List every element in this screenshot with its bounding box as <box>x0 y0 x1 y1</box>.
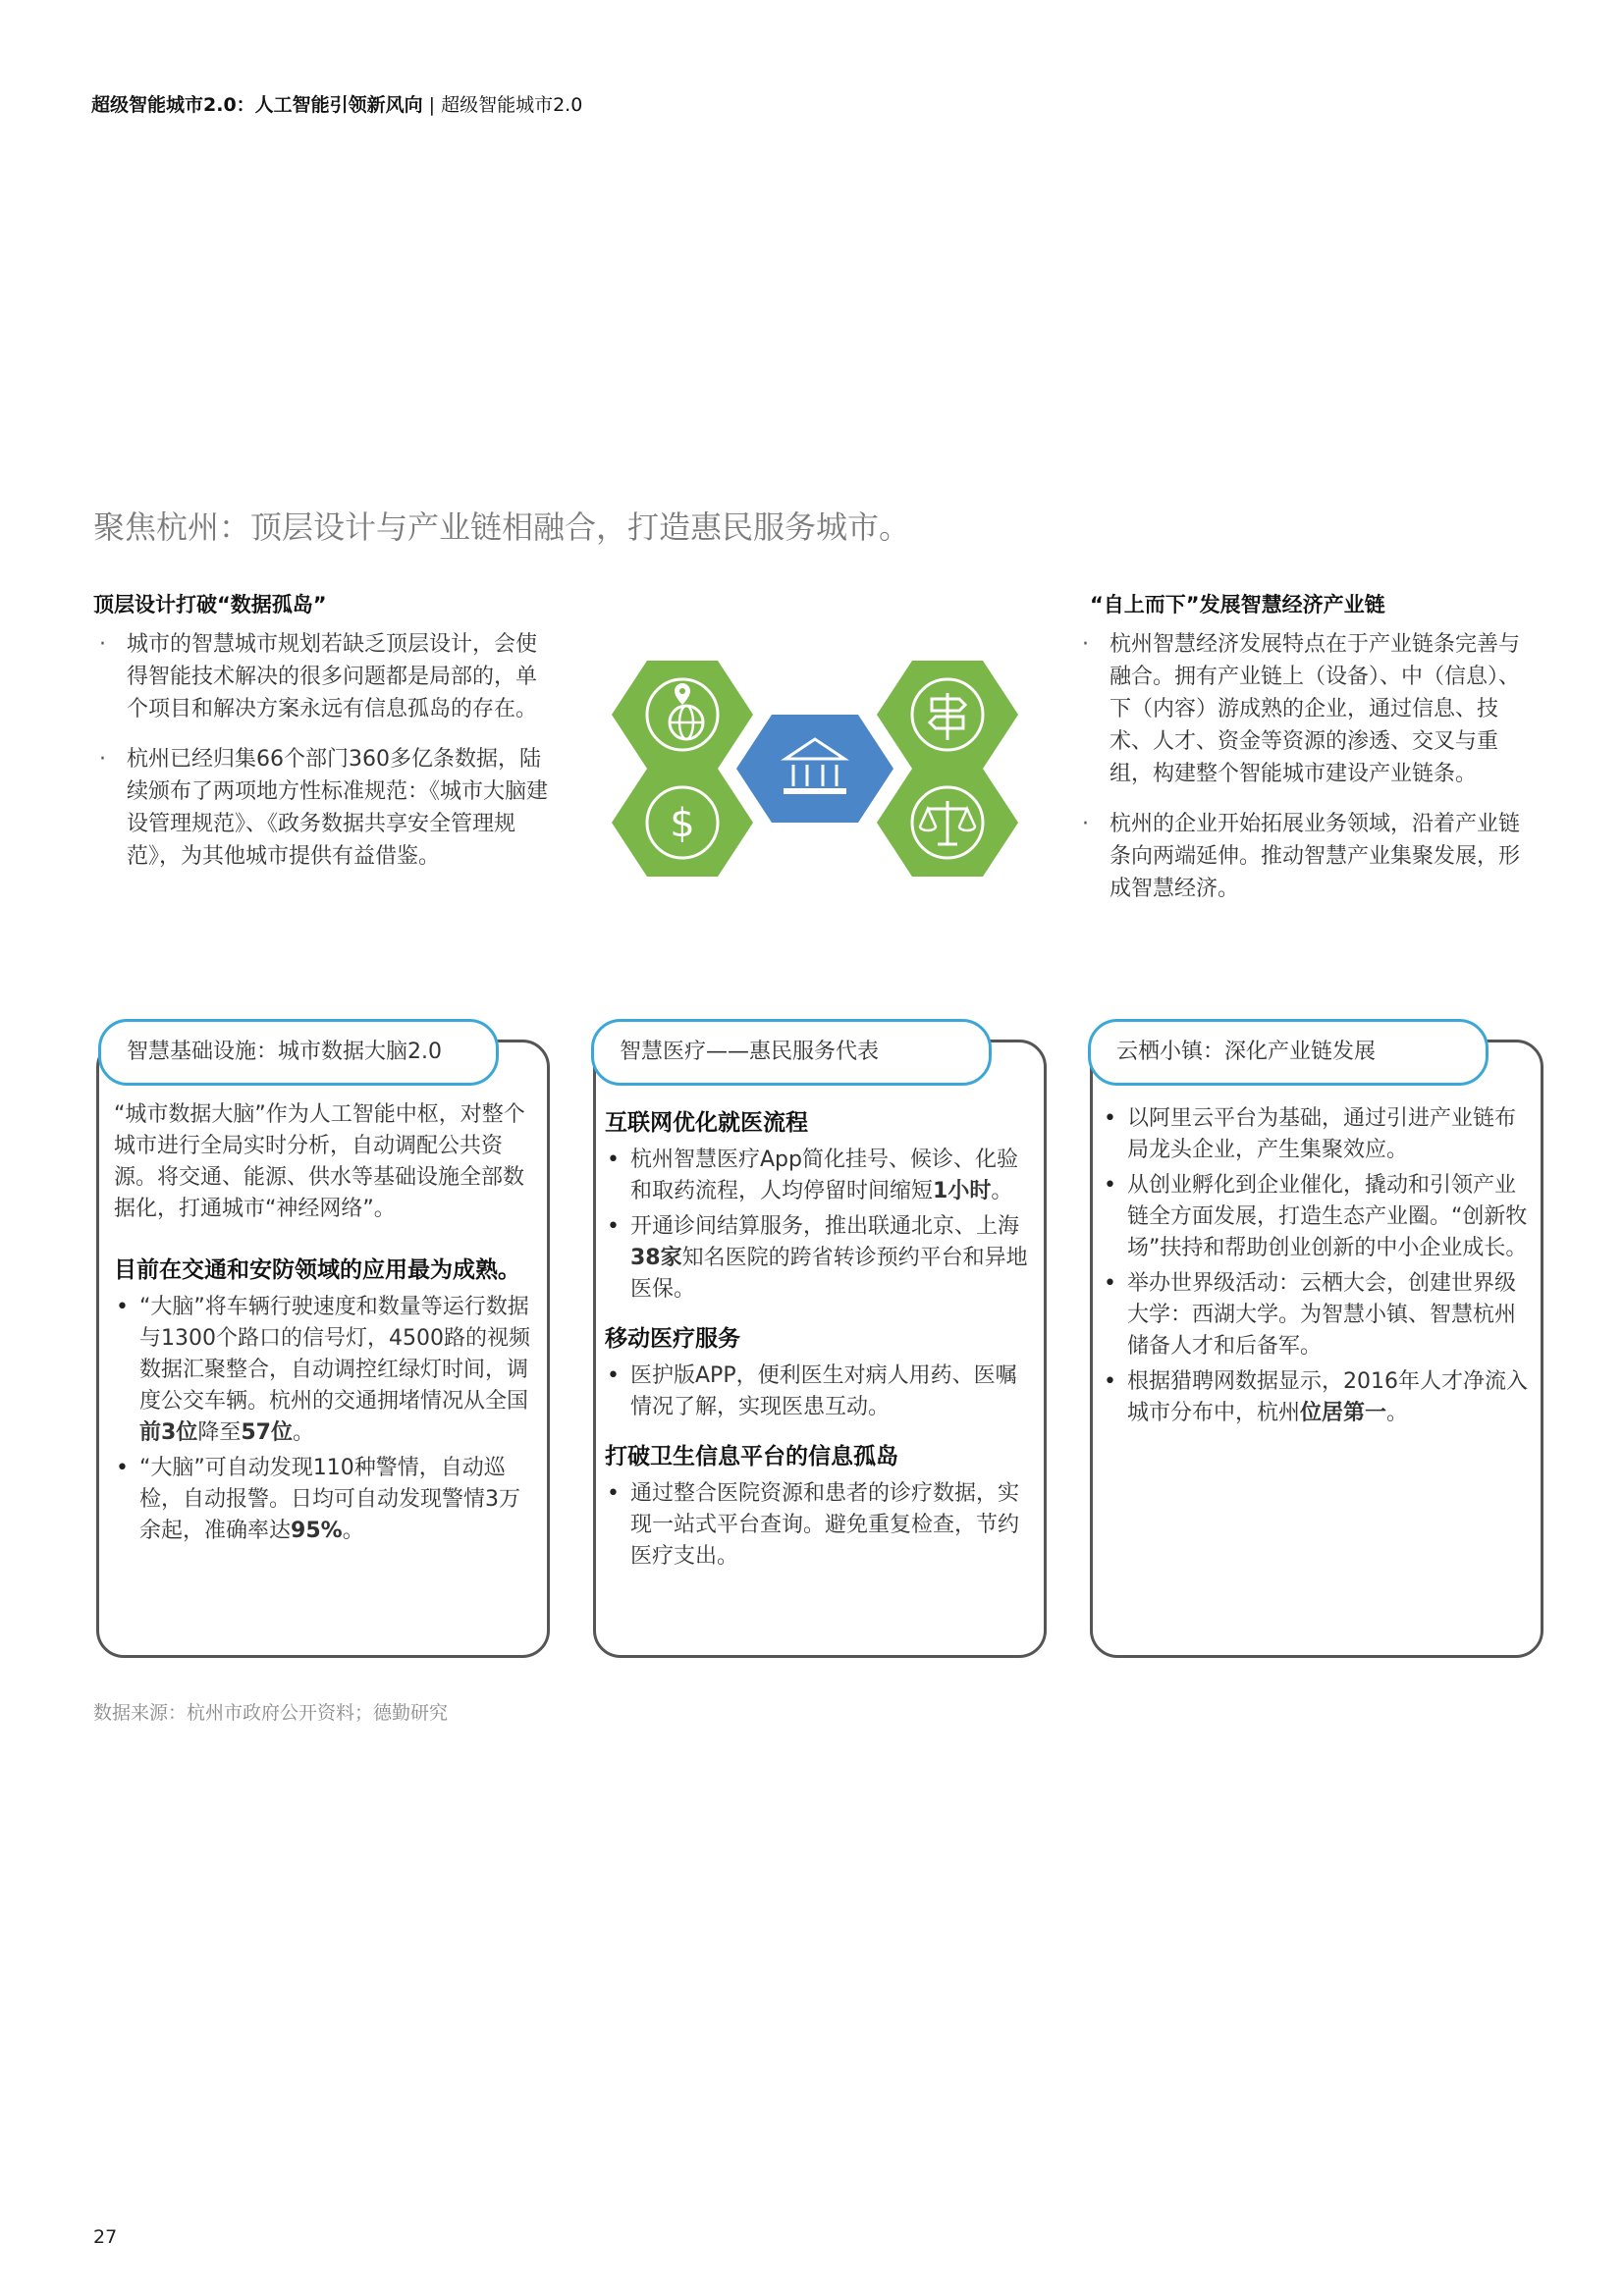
section-title: 聚焦杭州：顶层设计与产业链相融合，打造惠民服务城市。 <box>93 508 911 546</box>
infrastructure-intro: “城市数据大脑”作为人工智能中枢，对整个城市进行全局实时分析，自动调配公共资源。将交通、能源、供水等基础设施全部数据化，打通城市“神经网络”。 <box>114 1102 525 1221</box>
list-item: · 城市的智慧城市规划若缺乏顶层设计，会使得智能技术解决的很多问题都是局部的，单个项目和解决方案永远有信息孤岛的存在。 <box>95 628 555 725</box>
infrastructure-tab: 智慧基础设施：城市数据大脑2.0 <box>98 1019 499 1086</box>
scale-icon <box>877 769 1018 877</box>
healthcare-list <box>605 1478 1033 1573</box>
infrastructure-content <box>114 1099 536 1551</box>
healthcare-list <box>605 1145 1033 1306</box>
hexagon-icon-cluster <box>599 656 1031 881</box>
left-column-title: 顶层设计打破“数据孤岛” <box>93 593 327 616</box>
list-item: • 以阿里云平台为基础，通过引进产业链布局龙头企业，产生集聚效应。 <box>1102 1103 1530 1166</box>
list-item: • 通过整合医院资源和患者的诊疗数据，实现一站式平台查询。避免重复检查，节约医疗支出。 <box>605 1478 1033 1573</box>
dollar-icon <box>612 769 753 877</box>
cloud-town-content <box>1102 1103 1530 1433</box>
infrastructure-subtitle: 目前在交通和安防领域的应用最为成熟。 <box>114 1257 520 1283</box>
list-item: • 从创业孵化到企业催化，撬动和引领产业链全方面发展，打造生态产业圈。“创新牧场”扶持和帮助创业创新的中小企业成长。 <box>1102 1170 1530 1264</box>
svg-text:$: $ <box>670 801 695 846</box>
cloud-town-list <box>1102 1103 1530 1429</box>
list-item: • 举办世界级活动：云栖大会，创建世界级大学：西湖大学。为智慧小镇、智慧杭州储备人才和后备军。 <box>1102 1268 1530 1362</box>
header-separator: | <box>428 94 436 116</box>
list-item: · 杭州的企业开始拓展业务领域，沿着产业链条向两端延伸。推动智慧产业集聚发展，形成智慧经济。 <box>1078 808 1538 905</box>
right-column-title: “自上而下”发展智慧经济产业链 <box>1090 593 1385 616</box>
right-column-list <box>1078 628 1538 923</box>
bank-icon <box>736 715 893 823</box>
list-item: • 医护版APP，便利医生对病人用药、医嘱情况了解，实现医患互动。 <box>605 1361 1033 1423</box>
healthcare-content <box>605 1090 1033 1576</box>
healthcare-subtitle: 互联网优化就医流程 <box>605 1110 808 1136</box>
signpost-icon <box>877 661 1018 769</box>
cloud-town-tab: 云栖小镇：深化产业链发展 <box>1088 1019 1489 1086</box>
list-item: · 杭州已经归集66个部门360多亿条数据，陆续颁布了两项地方性标准规范：《城市大脑建设管理规范》、《政务数据共享安全管理规范》，为其他城市提供有益借鉴。 <box>95 743 555 873</box>
list-item: · 杭州智慧经济发展特点在于产业链条完善与融合。拥有产业链上（设备）、中（信息）、下（内容）游成熟的企业，通过信息、技术、人才、资金等资源的渗透、交叉与重组，构建整个智能城市建设产业链条。 <box>1078 628 1538 790</box>
infrastructure-list <box>114 1292 536 1547</box>
page-number: 27 <box>93 2226 118 2248</box>
list-item: • “大脑”可自动发现110种警情，自动巡检，自动报警。日均可自动发现警情3万余起，准确率达95%。 <box>114 1453 536 1547</box>
list-item: • 杭州智慧医疗App简化挂号、候诊、化验和取药流程，人均停留时间缩短1小时。 <box>605 1145 1033 1207</box>
list-item: • 根据猎聘网数据显示，2016年人才净流入城市分布中，杭州位居第一。 <box>1102 1366 1530 1429</box>
globe-pin-icon <box>612 661 753 769</box>
healthcare-subtitle: 移动医疗服务 <box>605 1326 740 1352</box>
list-item: • 开通诊间结算服务，推出联通北京、上海38家知名医院的跨省转诊预约平台和异地医保。 <box>605 1211 1033 1306</box>
running-header <box>91 90 582 117</box>
healthcare-tab: 智慧医疗——惠民服务代表 <box>591 1019 992 1086</box>
healthcare-list <box>605 1361 1033 1423</box>
header-title-bold: 超级智能城市2.0：人工智能引领新风向 <box>91 94 423 116</box>
left-column-list <box>95 628 555 890</box>
healthcare-subtitle: 打破卫生信息平台的信息孤岛 <box>605 1444 898 1469</box>
source-note: 数据来源：杭州市政府公开资料；德勤研究 <box>93 1702 449 1724</box>
header-title-light: 超级智能城市2.0 <box>441 94 583 116</box>
list-item: • “大脑”将车辆行驶速度和数量等运行数据与1300个路口的信号灯，4500路的视频数据汇聚整合，自动调控红绿灯时间，调度公交车辆。杭州的交通拥堵情况从全国前3位降至57位。 <box>114 1292 536 1449</box>
